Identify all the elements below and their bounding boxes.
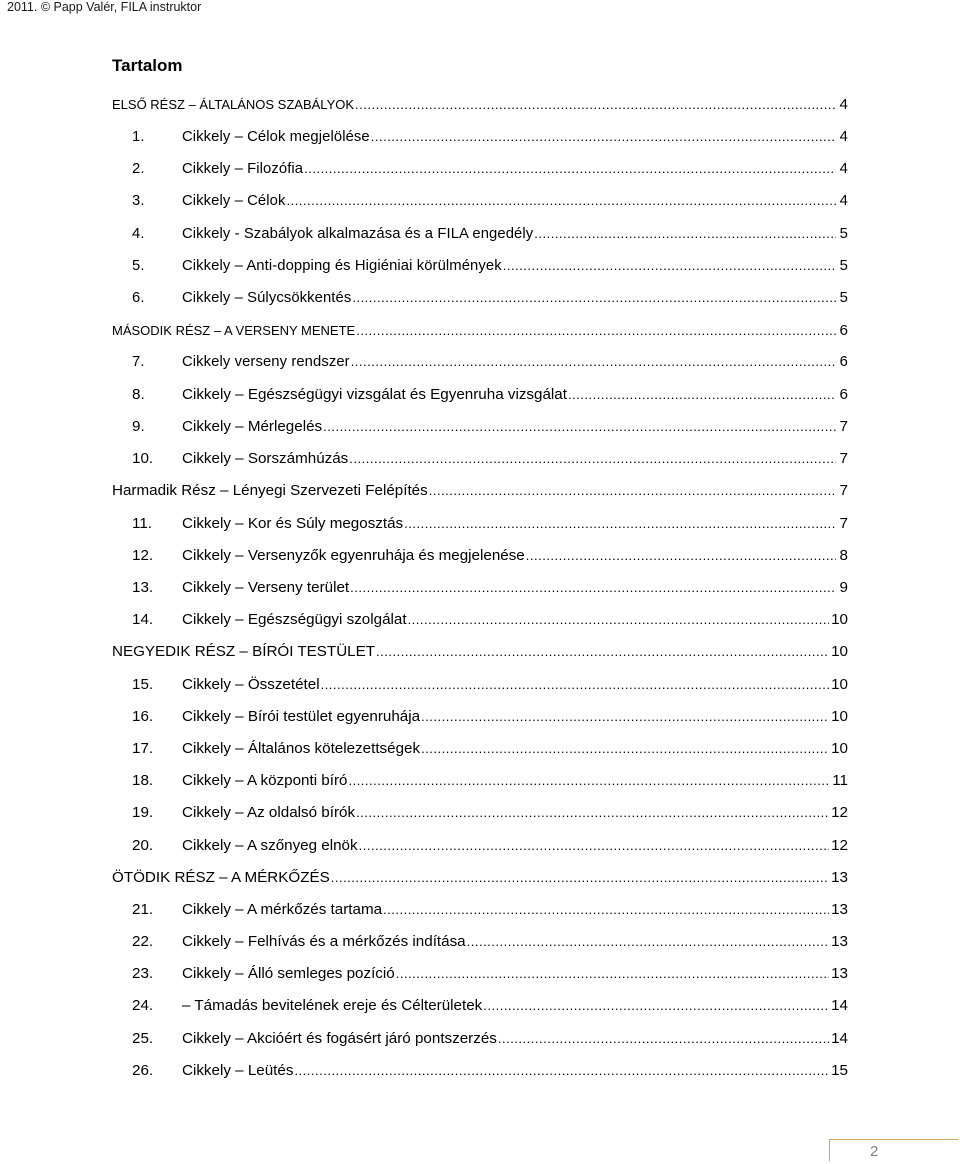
toc-entry[interactable] bbox=[112, 384, 848, 416]
toc-entry-page: 5 bbox=[839, 257, 848, 274]
toc-entry[interactable] bbox=[112, 995, 848, 1027]
toc-entry-title: Cikkely – Bírói testület egyenruhája bbox=[182, 707, 421, 725]
toc-entry-title: Cikkely – Akcióért és fogásért járó pontszerzés bbox=[182, 1029, 497, 1047]
toc-entry-page: 4 bbox=[839, 193, 848, 210]
toc-dot-leader bbox=[348, 770, 830, 785]
page-number-box bbox=[829, 1139, 958, 1161]
toc-entry-page: 9 bbox=[839, 579, 848, 596]
toc-entry[interactable] bbox=[112, 867, 848, 899]
toc-entry-title: Cikkely – Az oldalsó bírók bbox=[182, 804, 356, 822]
toc-entry[interactable] bbox=[112, 931, 848, 963]
toc-dot-leader bbox=[467, 931, 829, 946]
toc-entry-number: 13. bbox=[132, 579, 154, 596]
toc-entry-number: 19. bbox=[132, 804, 154, 822]
toc-entry[interactable] bbox=[112, 512, 848, 544]
toc-entry-number: 10. bbox=[132, 450, 154, 468]
toc-dot-leader bbox=[350, 577, 836, 592]
toc-entry-title: Harmadik Rész – Lényegi Szervezeti Felépítés bbox=[112, 482, 428, 500]
toc-entry[interactable] bbox=[112, 770, 848, 802]
toc-entry-page: 5 bbox=[839, 289, 848, 306]
toc-entry-title: Cikkely – A mérkőzés tartama bbox=[182, 900, 383, 918]
toc-entry-page: 4 bbox=[839, 96, 848, 114]
toc-entry[interactable] bbox=[112, 577, 848, 609]
toc-entry-page: 10 bbox=[831, 675, 848, 693]
toc-entry-number: 17. bbox=[132, 739, 154, 757]
toc-entry-number: 21. bbox=[132, 900, 154, 918]
toc-entry-number: 24. bbox=[132, 997, 154, 1015]
toc-entry-page: 4 bbox=[839, 161, 848, 178]
toc-entry-page: 6 bbox=[839, 321, 848, 339]
toc-entry-number: 23. bbox=[132, 965, 154, 983]
toc-entry-number: 1. bbox=[132, 128, 145, 145]
toc-entry[interactable] bbox=[112, 963, 848, 995]
toc-entry[interactable] bbox=[112, 802, 848, 834]
table-of-contents bbox=[112, 94, 848, 1092]
toc-entry[interactable] bbox=[112, 223, 848, 255]
toc-entry[interactable] bbox=[112, 287, 848, 319]
toc-dot-leader bbox=[498, 1027, 829, 1042]
toc-dot-leader bbox=[321, 673, 830, 688]
toc-entry-page: 4 bbox=[839, 128, 848, 145]
toc-entry-page: 14 bbox=[831, 997, 848, 1015]
toc-entry[interactable] bbox=[112, 609, 848, 641]
toc-entry-number: 26. bbox=[132, 1061, 154, 1079]
toc-entry-page: 12 bbox=[831, 836, 848, 854]
toc-dot-leader bbox=[286, 191, 836, 206]
toc-dot-leader bbox=[568, 384, 836, 399]
toc-entry-number: 25. bbox=[132, 1029, 154, 1047]
toc-dot-leader bbox=[404, 512, 836, 527]
toc-entry-title: Cikkely – Versenyzők egyenruhája és megjelenése bbox=[182, 546, 525, 564]
toc-entry-number: 11. bbox=[132, 514, 152, 532]
toc-entry-number: 7. bbox=[132, 354, 145, 371]
toc-entry-number: 12. bbox=[132, 546, 154, 564]
toc-entry-title: Cikkely – Felhívás és a mérkőzés indítása bbox=[182, 933, 466, 951]
toc-entry[interactable] bbox=[112, 738, 848, 770]
toc-entry-title: Cikkely – Célok bbox=[182, 193, 286, 210]
toc-entry-page: 10 bbox=[831, 643, 848, 661]
toc-entry[interactable] bbox=[112, 641, 848, 673]
toc-entry-title: Cikkely – Anti-dopping és Higiéniai körülmények bbox=[182, 257, 502, 274]
toc-entry-page: 10 bbox=[831, 739, 848, 757]
toc-entry-title: Cikkely – Egészségügyi szolgálat bbox=[182, 611, 407, 629]
toc-entry-title: NEGYEDIK RÉSZ – BÍRÓI TESTÜLET bbox=[112, 643, 376, 661]
toc-entry-number: 6. bbox=[132, 289, 145, 306]
toc-entry-number: 16. bbox=[132, 707, 154, 725]
toc-entry-page: 5 bbox=[839, 225, 848, 242]
toc-entry-page: 7 bbox=[839, 514, 848, 532]
toc-entry-title: MÁSODIK RÉSZ – A VERSENY MENETE bbox=[112, 322, 356, 338]
toc-entry-page: 13 bbox=[831, 933, 848, 951]
toc-entry-page: 10 bbox=[831, 707, 848, 725]
toc-entry-page: 6 bbox=[839, 385, 848, 403]
toc-entry[interactable] bbox=[112, 158, 848, 190]
toc-entry[interactable] bbox=[112, 899, 848, 931]
toc-entry-title: Cikkely – Súlycsökkentés bbox=[182, 289, 352, 306]
toc-entry[interactable] bbox=[112, 352, 848, 384]
toc-entry-title: Cikkely – Álló semleges pozíció bbox=[182, 965, 395, 983]
toc-dot-leader bbox=[396, 963, 829, 978]
toc-entry-number: 9. bbox=[132, 418, 145, 436]
toc-entry-page: 15 bbox=[831, 1061, 848, 1079]
toc-entry-title: Cikkely – Filozófia bbox=[182, 161, 304, 178]
toc-entry-page: 13 bbox=[831, 965, 848, 983]
toc-entry-number: 20. bbox=[132, 836, 154, 854]
toc-entry[interactable] bbox=[112, 448, 848, 480]
toc-entry-title: Cikkely – Célok megjelölése bbox=[182, 128, 370, 145]
toc-dot-leader bbox=[323, 416, 836, 431]
toc-entry-page: 12 bbox=[831, 804, 848, 822]
toc-entry[interactable] bbox=[112, 94, 848, 126]
toc-entry-number: 15. bbox=[132, 675, 154, 693]
toc-dot-leader bbox=[355, 94, 836, 109]
toc-dot-leader bbox=[294, 1060, 829, 1075]
toc-dot-leader bbox=[351, 352, 836, 367]
toc-entry[interactable] bbox=[112, 416, 848, 448]
toc-entry[interactable] bbox=[112, 1060, 848, 1092]
toc-entry-number: 14. bbox=[132, 611, 154, 629]
toc-entry[interactable] bbox=[112, 834, 848, 866]
toc-dot-leader bbox=[349, 448, 836, 463]
toc-entry-page: 14 bbox=[831, 1029, 848, 1047]
toc-entry-title: ÖTÖDIK RÉSZ – A MÉRKŐZÉS bbox=[112, 868, 330, 886]
toc-dot-leader bbox=[352, 287, 836, 302]
page-header: 2011. © Papp Valér, FILA instruktor bbox=[7, 0, 202, 14]
toc-dot-leader bbox=[304, 158, 836, 173]
toc-entry-title: Cikkely – Összetétel bbox=[182, 675, 320, 693]
toc-entry-page: 7 bbox=[839, 418, 848, 436]
toc-dot-leader bbox=[429, 480, 836, 495]
toc-entry-page: 7 bbox=[839, 482, 848, 500]
toc-entry[interactable] bbox=[112, 706, 848, 738]
toc-entry[interactable] bbox=[112, 191, 848, 223]
toc-dot-leader bbox=[421, 738, 829, 753]
toc-dot-leader bbox=[483, 995, 829, 1010]
toc-entry-page: 7 bbox=[839, 450, 848, 468]
toc-entry-title: Cikkely – A szőnyeg elnök bbox=[182, 836, 358, 854]
toc-entry-title: – Támadás bevitelének ereje és Célterületek bbox=[182, 997, 483, 1015]
toc-entry[interactable] bbox=[112, 255, 848, 287]
toc-dot-leader bbox=[331, 867, 829, 882]
toc-entry[interactable] bbox=[112, 126, 848, 158]
toc-entry-title: Cikkely – Leütés bbox=[182, 1061, 294, 1079]
toc-entry-page: 8 bbox=[839, 546, 848, 564]
toc-dot-leader bbox=[359, 834, 829, 849]
toc-entry-page: 10 bbox=[831, 611, 848, 629]
toc-entry-title: Cikkely – Kor és Súly megosztás bbox=[182, 514, 404, 532]
toc-entry-number: 8. bbox=[132, 385, 145, 403]
toc-entry[interactable] bbox=[112, 319, 848, 351]
toc-entry-page: 13 bbox=[831, 868, 848, 886]
toc-entry[interactable] bbox=[112, 480, 848, 512]
toc-title: Tartalom bbox=[112, 56, 183, 75]
toc-entry-page: 11 bbox=[832, 772, 848, 790]
toc-dot-leader bbox=[383, 899, 829, 914]
toc-entry-number: 5. bbox=[132, 257, 145, 274]
toc-entry-number: 3. bbox=[132, 193, 145, 210]
toc-entry-title: Cikkely – A központi bíró bbox=[182, 772, 348, 790]
toc-entry-number: 22. bbox=[132, 933, 154, 951]
toc-dot-leader bbox=[421, 706, 829, 721]
toc-entry-page: 13 bbox=[831, 900, 848, 918]
toc-entry-title: ELSŐ RÉSZ – ÁLTALÁNOS SZABÁLYOK bbox=[112, 97, 355, 113]
toc-dot-leader bbox=[408, 609, 830, 624]
toc-entry[interactable] bbox=[112, 545, 848, 577]
toc-dot-leader bbox=[356, 319, 836, 334]
toc-entry-title: Cikkely – Sorszámhúzás bbox=[182, 450, 349, 468]
toc-dot-leader bbox=[526, 545, 836, 560]
toc-entry-page: 6 bbox=[839, 354, 848, 371]
toc-entry-title: Cikkely verseny rendszer bbox=[182, 354, 350, 371]
page-number: 2 bbox=[870, 1143, 879, 1160]
toc-entry-title: Cikkely – Általános kötelezettségek bbox=[182, 739, 421, 757]
toc-dot-leader bbox=[356, 802, 829, 817]
toc-dot-leader bbox=[376, 641, 829, 656]
toc-entry-title: Cikkely - Szabályok alkalmazása és a FILA engedély bbox=[182, 225, 534, 242]
toc-entry-title: Cikkely – Mérlegelés bbox=[182, 418, 323, 436]
toc-entry-title: Cikkely – Verseny terület bbox=[182, 579, 350, 596]
toc-dot-leader bbox=[503, 255, 836, 270]
toc-entry[interactable] bbox=[112, 673, 848, 705]
toc-entry[interactable] bbox=[112, 1027, 848, 1059]
toc-entry-number: 2. bbox=[132, 161, 145, 178]
toc-entry-number: 4. bbox=[132, 225, 145, 242]
toc-dot-leader bbox=[534, 223, 836, 238]
toc-entry-title: Cikkely – Egészségügyi vizsgálat és Egyenruha vizsgálat bbox=[182, 385, 567, 403]
toc-entry-number: 18. bbox=[132, 772, 154, 790]
toc-dot-leader bbox=[371, 126, 836, 141]
